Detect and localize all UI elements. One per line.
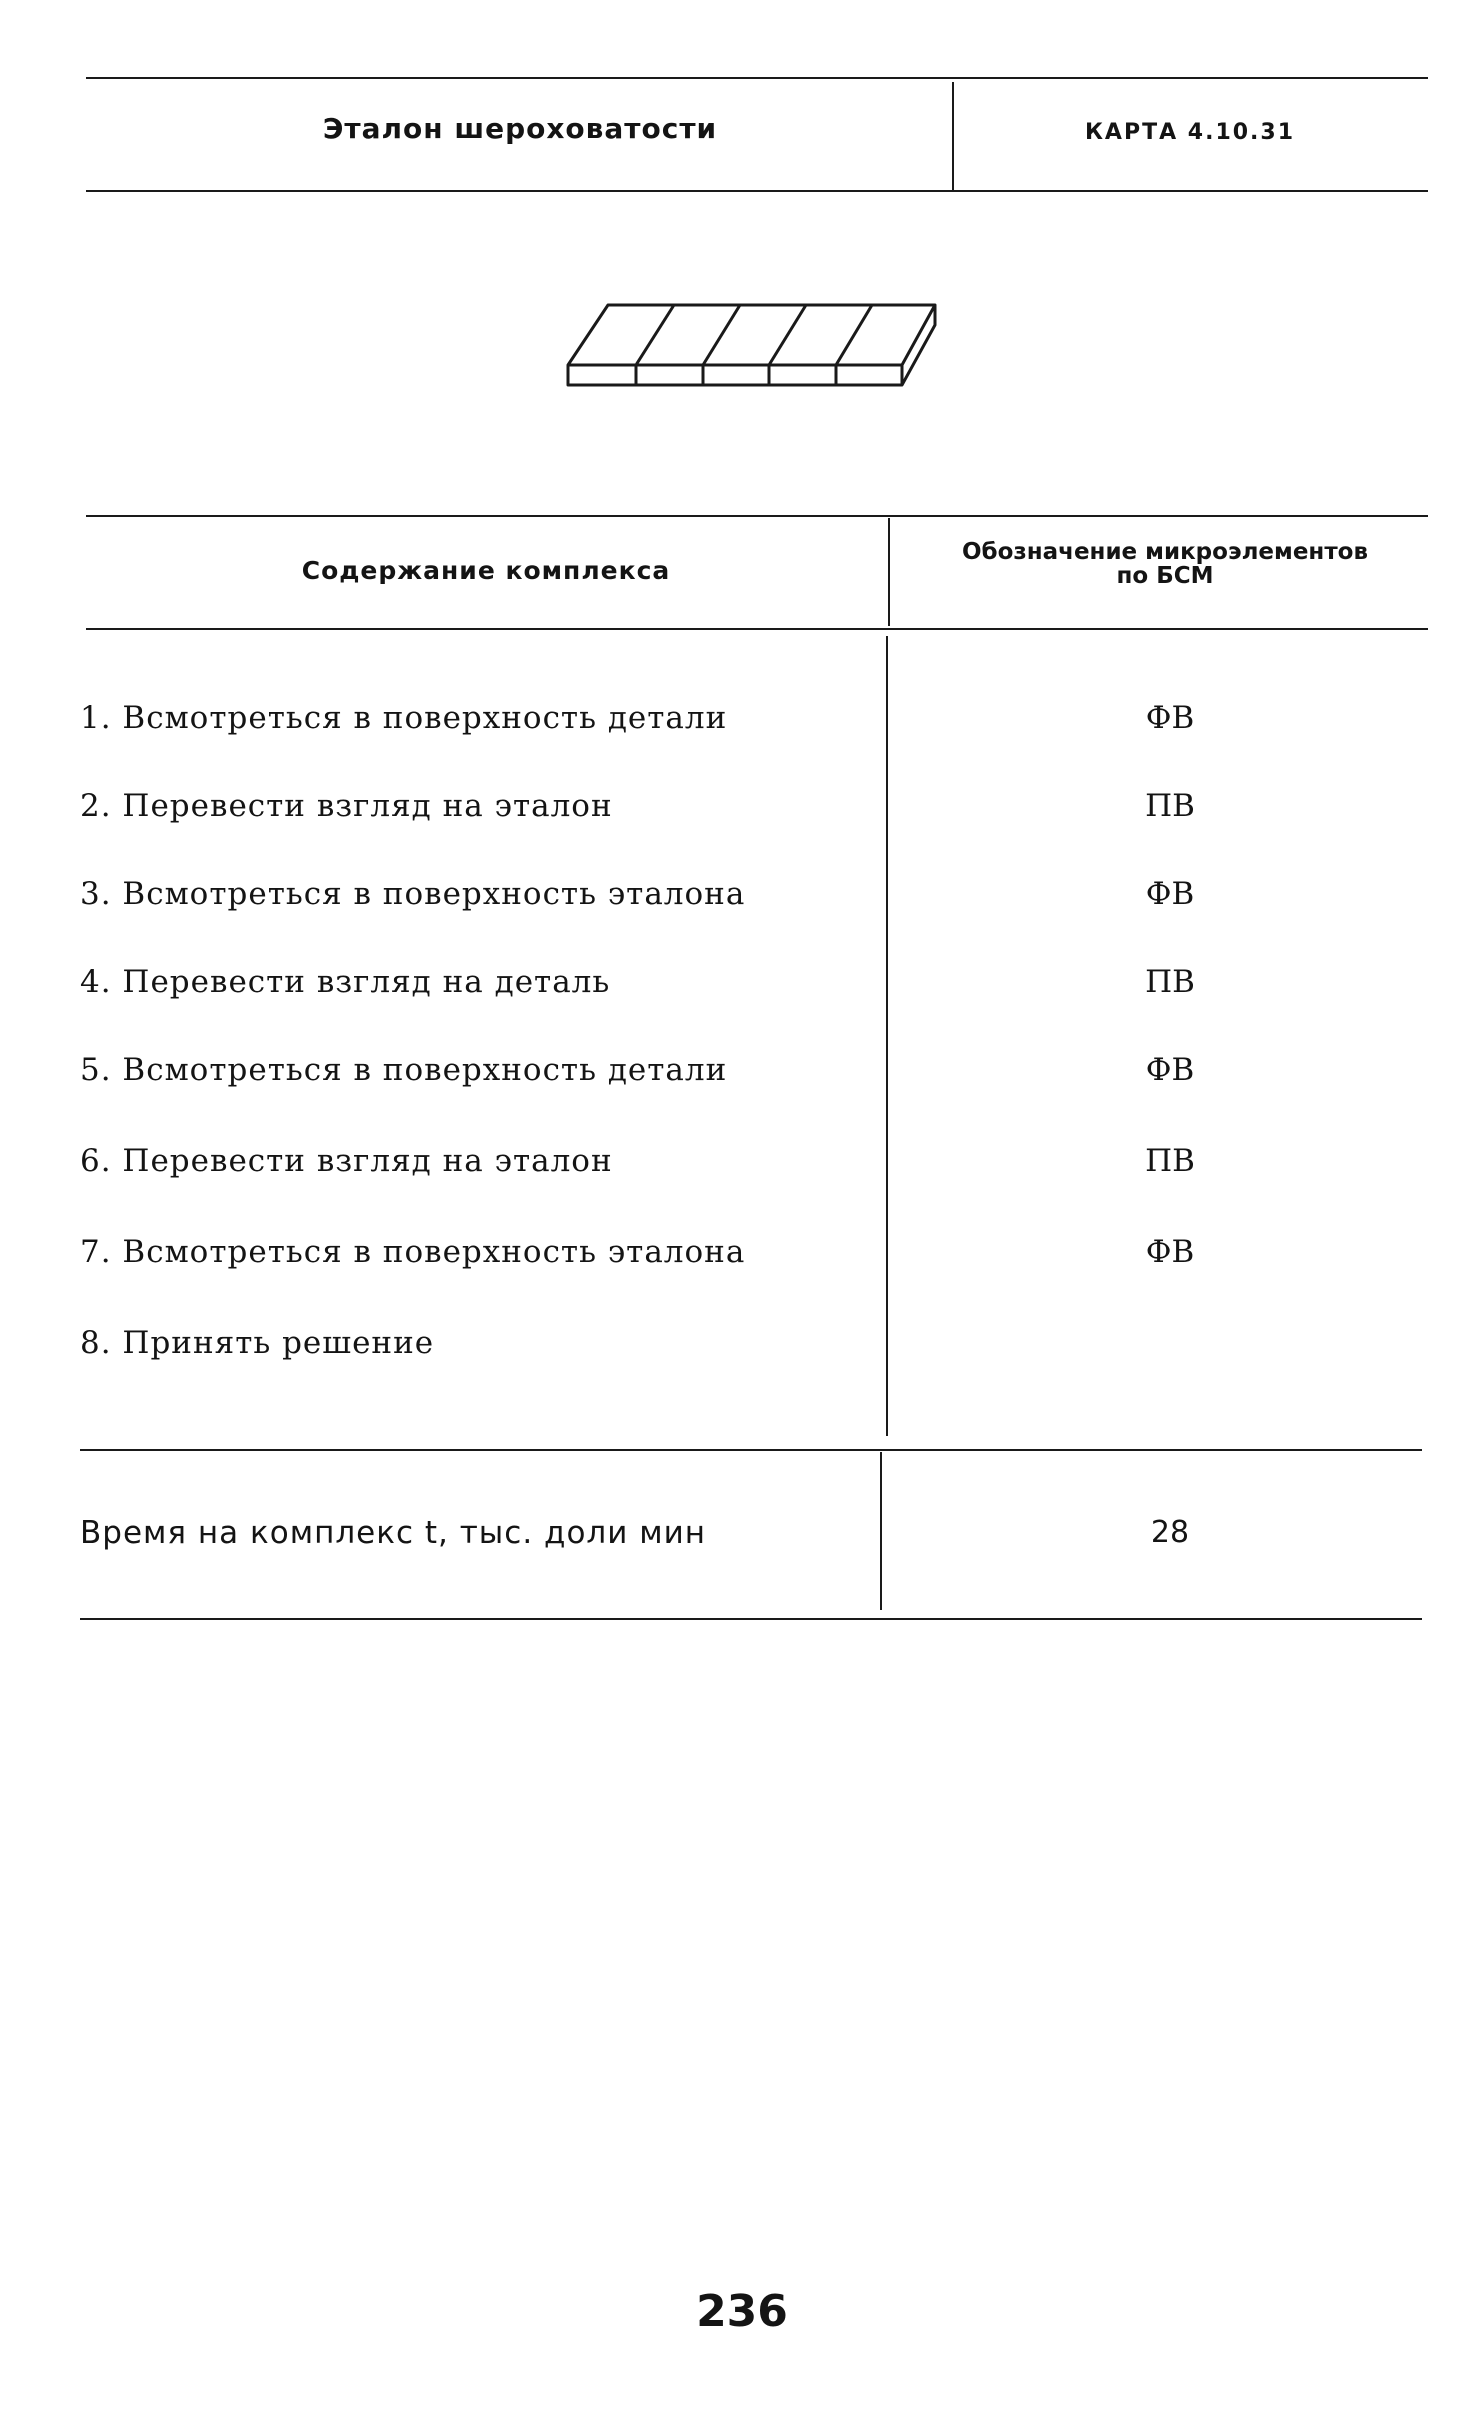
table-row-text: 1. Всмотреться в поверхность детали xyxy=(80,700,728,736)
time-top-rule xyxy=(80,1449,1422,1451)
table-row-text: 2. Перевести взгляд на эталон xyxy=(80,788,613,824)
column-header-micro-elements-line1: Обозначение микроэлементов xyxy=(961,539,1369,565)
table-row-text: 3. Всмотреться в поверхность эталона xyxy=(80,876,746,912)
header-divider xyxy=(952,82,954,190)
time-label: Время на комплекс t, тыс. доли мин xyxy=(80,1515,707,1551)
header-bottom-rule xyxy=(86,190,1428,192)
table-top-rule xyxy=(86,515,1428,517)
column-header-micro-elements xyxy=(905,540,1425,588)
table-row-code: ПВ xyxy=(1145,788,1195,824)
table-body-divider xyxy=(886,636,888,1436)
header-top-rule xyxy=(86,77,1428,79)
table-row-text: 6. Перевести взгляд на эталон xyxy=(80,1143,613,1179)
table-row-code: ФВ xyxy=(1145,1234,1195,1270)
table-row-text: 8. Принять решение xyxy=(80,1325,435,1361)
table-row-text: 7. Всмотреться в поверхность эталона xyxy=(80,1234,746,1270)
table-row-code: ПВ xyxy=(1145,1143,1195,1179)
table-row-code: ФВ xyxy=(1145,876,1195,912)
table-header-bottom-rule xyxy=(86,628,1428,630)
table-row-code: ФВ xyxy=(1145,1052,1195,1088)
page-number: 236 xyxy=(696,2286,788,2337)
table-row-text: 4. Перевести взгляд на деталь xyxy=(80,964,611,1000)
time-divider xyxy=(880,1452,882,1610)
table-row-code: ФВ xyxy=(1145,700,1195,736)
time-bottom-rule xyxy=(80,1618,1422,1620)
column-header-content: Содержание комплекса xyxy=(301,556,671,585)
page-title: Эталон шероховатости xyxy=(322,112,718,145)
card-number: КАРТА 4.10.31 xyxy=(1084,120,1296,145)
table-row-text: 5. Всмотреться в поверхность детали xyxy=(80,1052,728,1088)
column-header-micro-elements-line2: по БСМ xyxy=(1116,563,1214,589)
time-value: 28 xyxy=(1150,1515,1190,1550)
table-row-code: ПВ xyxy=(1145,964,1195,1000)
surface-roughness-standard-block-icon xyxy=(560,295,950,415)
table-header-divider xyxy=(888,518,890,626)
